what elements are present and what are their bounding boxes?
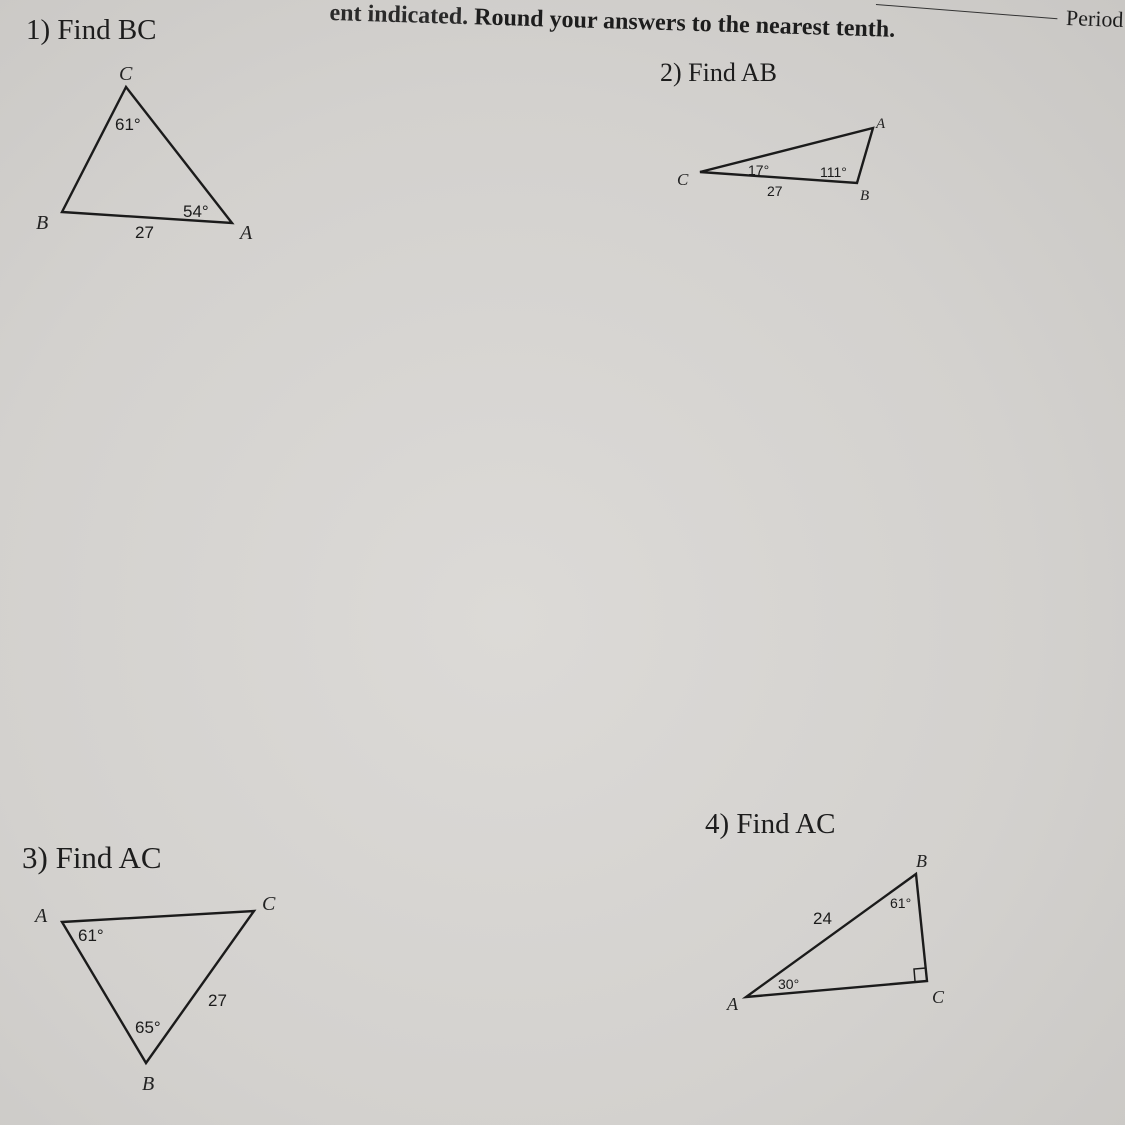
problem-4-vertex-a: A — [727, 994, 738, 1014]
problem-4-right-angle-mark — [914, 968, 926, 981]
problem-2-triangle — [700, 128, 873, 183]
problem-3-angle-a: 61° — [78, 926, 104, 945]
instructions-text: Round your answers to the nearest tenth. — [473, 4, 896, 43]
problem-1-vertex-a: A — [240, 222, 253, 244]
problem-3-angle-b: 65° — [135, 1018, 161, 1037]
problem-2-label: 2) Find AB — [660, 58, 778, 87]
problem-4-vertex-c: C — [932, 987, 945, 1007]
problem-4-angle-a: 30° — [778, 976, 800, 992]
problem-1-side: 27 — [135, 223, 154, 242]
problem-4-angle-b: 61° — [890, 895, 912, 911]
problem-4-figure — [726, 851, 945, 1014]
problem-3-label: 3) Find AC — [22, 840, 162, 875]
instructions-clipped-text: ent indicated. — [329, 0, 469, 31]
problem-3-vertex-c: C — [262, 893, 276, 915]
problem-4-vertex-b: B — [916, 851, 927, 871]
problem-3-vertex-b: B — [142, 1073, 155, 1095]
problem-2-angle-b: 111° — [820, 164, 847, 180]
problem-1-figure — [36, 63, 253, 244]
problem-2-vertex-b: B — [860, 188, 870, 204]
problem-1-vertex-b: B — [36, 212, 49, 234]
problem-1-angle-a: 54° — [183, 202, 209, 221]
problem-4-label: 4) Find AC — [705, 808, 836, 840]
problem-2-vertex-c: C — [677, 170, 689, 189]
period-label: Period — [1065, 5, 1124, 32]
problem-2-figure — [677, 116, 886, 204]
problem-3-side: 27 — [208, 991, 227, 1010]
problem-3-figure — [33, 893, 276, 1095]
problem-2-side: 27 — [767, 183, 783, 199]
problem-2-vertex-a: A — [876, 116, 886, 132]
problem-2-angle-c: 17° — [748, 162, 770, 178]
problem-1-label: 1) Find BC — [26, 14, 157, 46]
problem-3-vertex-a: A — [35, 905, 48, 927]
problem-1-angle-c: 61° — [115, 115, 141, 134]
problem-4-triangle — [746, 874, 927, 997]
problem-1-vertex-c: C — [119, 63, 133, 85]
problem-4-side: 24 — [813, 909, 832, 928]
